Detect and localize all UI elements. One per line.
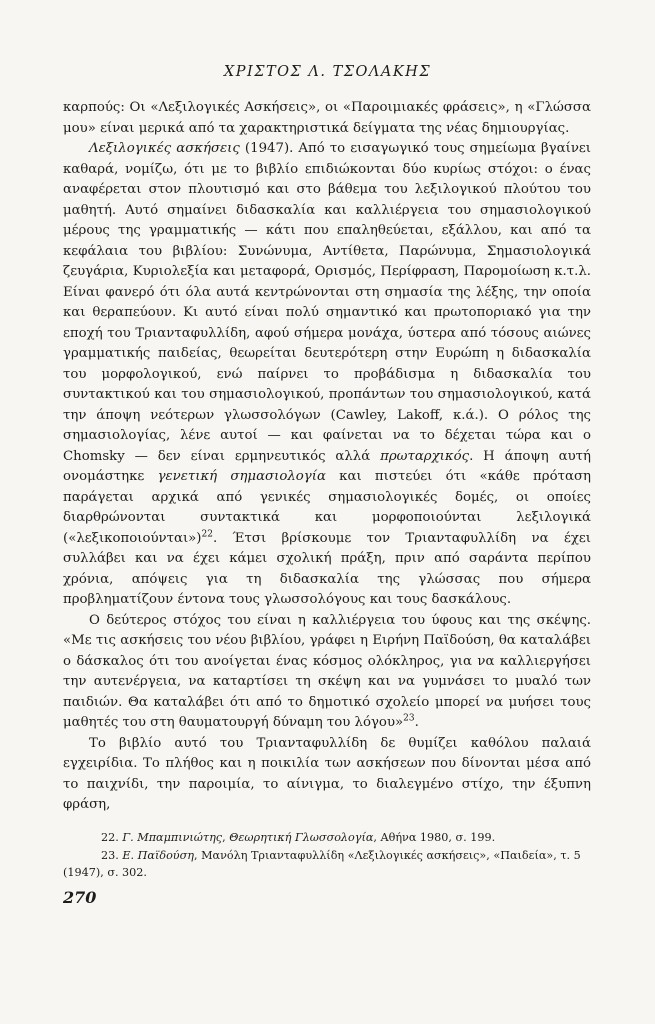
paragraph-1: καρπούς: Οι «Λεξιλογικές Ασκήσεις», οι «Παροιμιακές φράσεις», η «Γλώσσα μου» είναι μερικά από τα χαρακτηριστικά δείγματα της νέας δημιουργίας.	[63, 100, 591, 136]
paragraph-2-text-c: και πιστεύει ότι «κάθε πρόταση παράγεται αρχικά από γενικές σημασιολογικές δομές, οι οποίες διαρθρώνονται συντακτικά και μορφοποιούνται λεξιλογικά («λεξικοποιούνται»)	[63, 469, 591, 546]
footnote-author: Ε. Παϊδούση	[122, 848, 194, 862]
footnote-22: 22. Γ. Μπαμπινιώτης, Θεωρητική Γλωσσολογία, Αθήνα 1980, σ. 199.	[101, 831, 496, 844]
footnote-number: 23.	[101, 848, 119, 862]
footnote-number: 22.	[101, 831, 119, 844]
paragraph-2-text-d: . Έτσι βρίσκουμε τον Τριανταφυλλίδη να έχει συλλάβει και να έχει κάμει σχολική πράξη, πριν από σαράντα περίπου χρόνια, απόψεις για τη διδασκαλία της γλώσσας που σήμερα προβληματίζουν έντονα τους γλωσσολόγους και τους δασκάλους.	[63, 530, 591, 607]
footnote-rest: , Μανόλη Τριανταφυλλίδη «Λεξιλογικές ασκήσεις», «Παιδεία», τ. 5 (1947), σ. 302.	[63, 848, 581, 879]
book-title: Λεξιλογικές ασκήσεις	[89, 141, 240, 156]
running-head: ΧΡΙΣΤΟΣ Λ. ΤΣΟΛΑΚΗΣ	[223, 64, 432, 80]
paragraph-2	[63, 139, 591, 611]
footnote-23	[63, 847, 591, 882]
footnotes	[63, 829, 591, 882]
paragraph-3-text: Ο δεύτερος στόχος του είναι η καλλιέργεια του ύφους και της σκέψης. «Με τις ασκήσεις του νέου βιβλίου, γράφει η Ειρήνη Παϊδούση, θα καταλάβει ο δάσκαλος ότι του ανοίγεται ένας κόσμος ολόκληρος, για να καλλιεργήσει την αυτενέργεια, να καταρτίσει τη σκέψη και να γυμνάσει το μυαλό των παιδιών. Θα καταλάβει ότι από το δημοτικό σχολείο μπορεί να μυήσει τους μαθητές του στη θαυματουργή δύναμη του λόγου»	[63, 612, 591, 730]
emphasis-primary: πρωταρχικός	[380, 448, 470, 464]
footnote-rest: , Αθήνα 1980, σ. 199.	[373, 831, 496, 844]
page-number: 270	[63, 888, 97, 907]
paragraph-4: Το βιβλίο αυτό του Τριανταφυλλίδη δε θυμίζει καθόλου παλαιά εγχειρίδια. Το πλήθος και η ποικιλία των ασκήσεων που δίνονται μέσα από το παιχνίδι, την παροιμία, το αίνιγμα, το διαλεγμένο στίχο, την έξυπνη φράση,	[63, 735, 591, 812]
paragraph-3-tail: .	[414, 715, 419, 730]
body-text	[63, 98, 591, 816]
paragraph-2-text-a: (1947). Από το εισαγωγικό τους σημείωμα βγαίνει καθαρά, νομίζω, ότι με το βιβλίο επιδιώκονται δύο κυρίως στόχοι: ο ένας αναφέρεται στον πλουτισμό και στο βάθεμα του λεξιλογικού πλούτου του μαθητή. Αυτό σημαίνει διδασκαλία και καλλιέργεια του σημασιολογικού μέρους της γραμματικής — κάτι που επαληθεύεται, εξάλλου, και από τα κεφάλαια του βιβλίου: Συνώνυμα, Αντίθετα, Παρώνυμα, Σημασιολογικά ζευγάρια, Κυριολεξία και μεταφορά, Ορισμός, Περίφραση, Παρομοίωση κ.τ.λ. Είναι φανερό ότι όλα αυτά κεντρώνονται στη σημασία της λέξης, την οποία και θεραπεύουν. Κι αυτό είναι πολύ σημαντικό και πρωτοποριακό για την εποχή του Τριανταφυλλίδη, αφού σήμερα μονάχα, ύστερα από τόσους αιώνες γραμματικής παιδείας, θεωρείται δευτερότερη στην Ευρώπη η διδασκαλία του μορφολογικού, ενώ παίρνει το προβάδισμα η διδασκαλία του συντακτικού και του σημασιολογικού, προπάντων του σημασιολογικού, κατά την άποψη νεότερων γλωσσολόγων (Cawley, Lakoff, κ.ά.). Ο ρόλος της σημασιολογίας, λένε αυτοί — και φαίνεται να το δέχεται τώρα και ο Chomsky — δεν είναι ερμηνευτικός αλλά	[63, 141, 592, 464]
emphasis-generative-semantics: γενετική σημασιολογία	[157, 469, 326, 484]
footnote-ref-22: 22	[201, 529, 213, 540]
paragraph-2-text-b: . Η άποψη αυτή ονομάστηκε	[63, 448, 591, 484]
footnote-work: Θεωρητική Γλωσσολογία	[229, 831, 374, 844]
footnote-ref-23: 23	[403, 713, 415, 724]
footnote-author: Γ. Μπαμπινιώτης	[122, 831, 223, 844]
paragraph-3	[63, 611, 591, 734]
